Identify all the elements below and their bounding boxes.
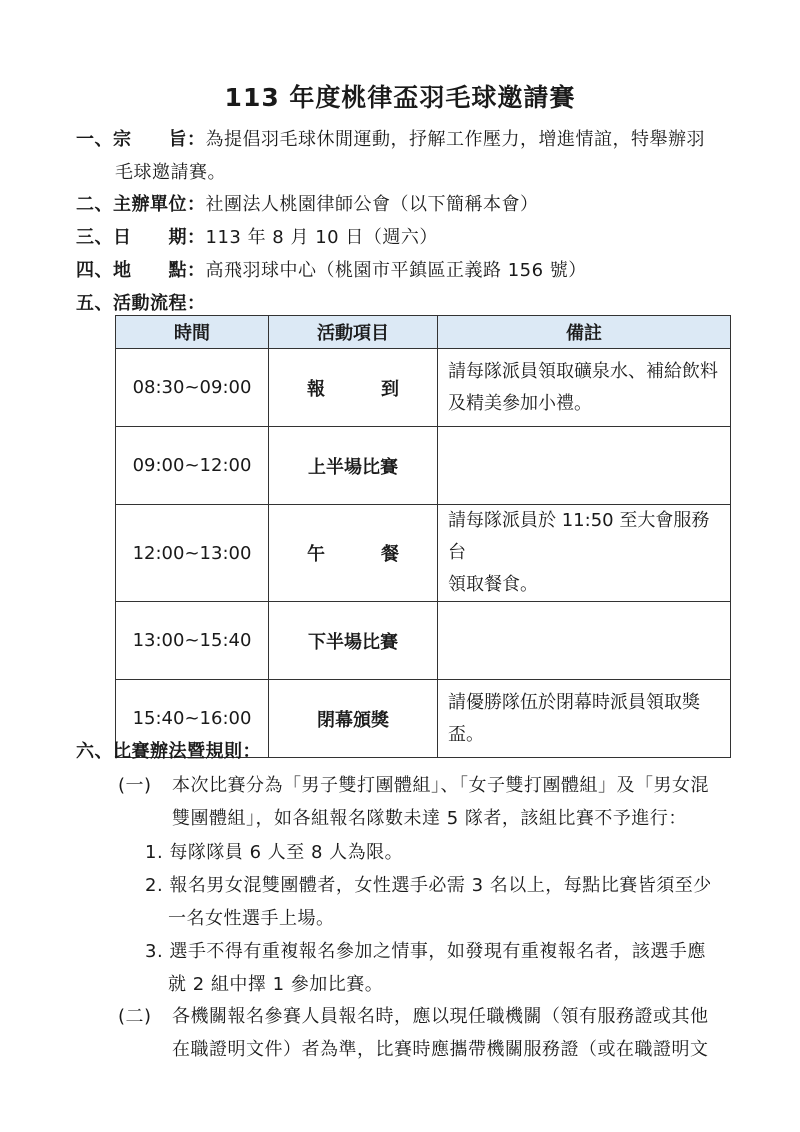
row-activity: 上半場比賽 <box>269 427 438 505</box>
activity-char: 餐 <box>381 544 399 565</box>
sub-rule-2: 2. 報名男女混雙團體者，女性選手必需 3 名以上，每點比賽皆須至少 <box>145 875 712 896</box>
sub-rule-1: 1. 每隊隊員 6 人至 8 人為限。 <box>145 842 404 863</box>
sub-rule-3: 3. 選手不得有重複報名參加之情事，如發現有重複報名者，該選手應 <box>145 941 706 962</box>
schedule-table <box>115 315 731 758</box>
section-organizer <box>76 190 539 216</box>
row-time: 13:00~15:40 <box>116 602 269 680</box>
row-time: 08:30~09:00 <box>116 349 269 427</box>
section-venue-label: 四、地 點： <box>76 260 206 281</box>
row-activity: 下半場比賽 <box>269 602 438 680</box>
rule-2-number: (二) <box>118 1006 152 1027</box>
section-organizer-label: 二、主辦單位： <box>76 194 206 215</box>
row-activity <box>269 349 438 427</box>
section-venue <box>76 256 587 282</box>
section-date-label: 三、日 期： <box>76 227 206 248</box>
section-schedule-label: 五、活動流程： <box>76 293 206 314</box>
section-purpose-label: 一、宗 旨： <box>76 129 206 150</box>
row-note <box>438 427 731 505</box>
table-row <box>116 349 731 427</box>
row-note <box>438 680 731 758</box>
header-time: 時間 <box>116 316 269 349</box>
activity-char: 午 <box>307 544 325 565</box>
row-time: 09:00~12:00 <box>116 427 269 505</box>
row-time: 15:40~16:00 <box>116 680 269 758</box>
note-line: 及精美參加小禮。 <box>448 392 592 414</box>
note-line: 請優勝隊伍於閉幕時派員領取獎 <box>448 691 700 713</box>
table-row <box>116 602 731 680</box>
header-activity: 活動項目 <box>269 316 438 349</box>
note-line: 領取餐食。 <box>448 574 538 595</box>
section-purpose <box>76 125 705 151</box>
section-rules-label: 六、比賽辦法暨規則： <box>76 741 261 762</box>
rule-1-number: (一) <box>118 775 152 796</box>
document-title: 113 年度桃律盃羽毛球邀請賽 <box>224 83 576 112</box>
rule-2-text-continued: 在職證明文件）者為準，比賽時應攜帶機關服務證（或在職證明文 <box>172 1039 709 1060</box>
header-note: 備註 <box>438 316 731 349</box>
table-row <box>116 505 731 602</box>
table-header-row <box>116 316 731 349</box>
row-note <box>438 349 731 427</box>
section-purpose-continued: 毛球邀請賽。 <box>115 162 226 183</box>
note-line: 盃。 <box>448 723 484 745</box>
row-activity: 閉幕頒獎 <box>269 680 438 758</box>
section-purpose-text: 為提倡羽毛球休閒運動，抒解工作壓力，增進情誼，特舉辦羽 <box>205 129 705 150</box>
row-note <box>438 505 731 602</box>
section-date <box>76 223 438 249</box>
table-row <box>116 427 731 505</box>
note-line: 請每隊派員於 11:50 至大會服務台 <box>448 510 710 563</box>
note-line: 請每隊派員領取礦泉水、補給飲料 <box>448 360 718 382</box>
section-organizer-text: 社團法人桃園律師公會（以下簡稱本會） <box>205 194 539 215</box>
row-time: 12:00~13:00 <box>116 505 269 602</box>
sub-rule-3-continued: 就 2 組中擇 1 參加比賽。 <box>168 974 384 995</box>
section-date-text: 113 年 8 月 10 日（週六） <box>205 227 438 248</box>
rule-1-text-continued: 雙團體組」，如各組報名隊數未達 5 隊者，該組比賽不予進行： <box>172 808 687 829</box>
rule-2-text: 各機關報名參賽人員報名時，應以現任職機關（領有服務證或其他 <box>172 1006 709 1027</box>
section-venue-text: 高飛羽球中心（桃園市平鎮區正義路 156 號） <box>205 260 587 281</box>
activity-char: 到 <box>381 378 399 400</box>
sub-rule-2-continued: 一名女性選手上場。 <box>168 908 335 929</box>
activity-char: 報 <box>307 378 325 400</box>
rule-1-text: 本次比賽分為「男子雙打團體組」、「女子雙打團體組」及「男女混 <box>172 775 709 796</box>
row-activity <box>269 505 438 602</box>
row-note <box>438 602 731 680</box>
